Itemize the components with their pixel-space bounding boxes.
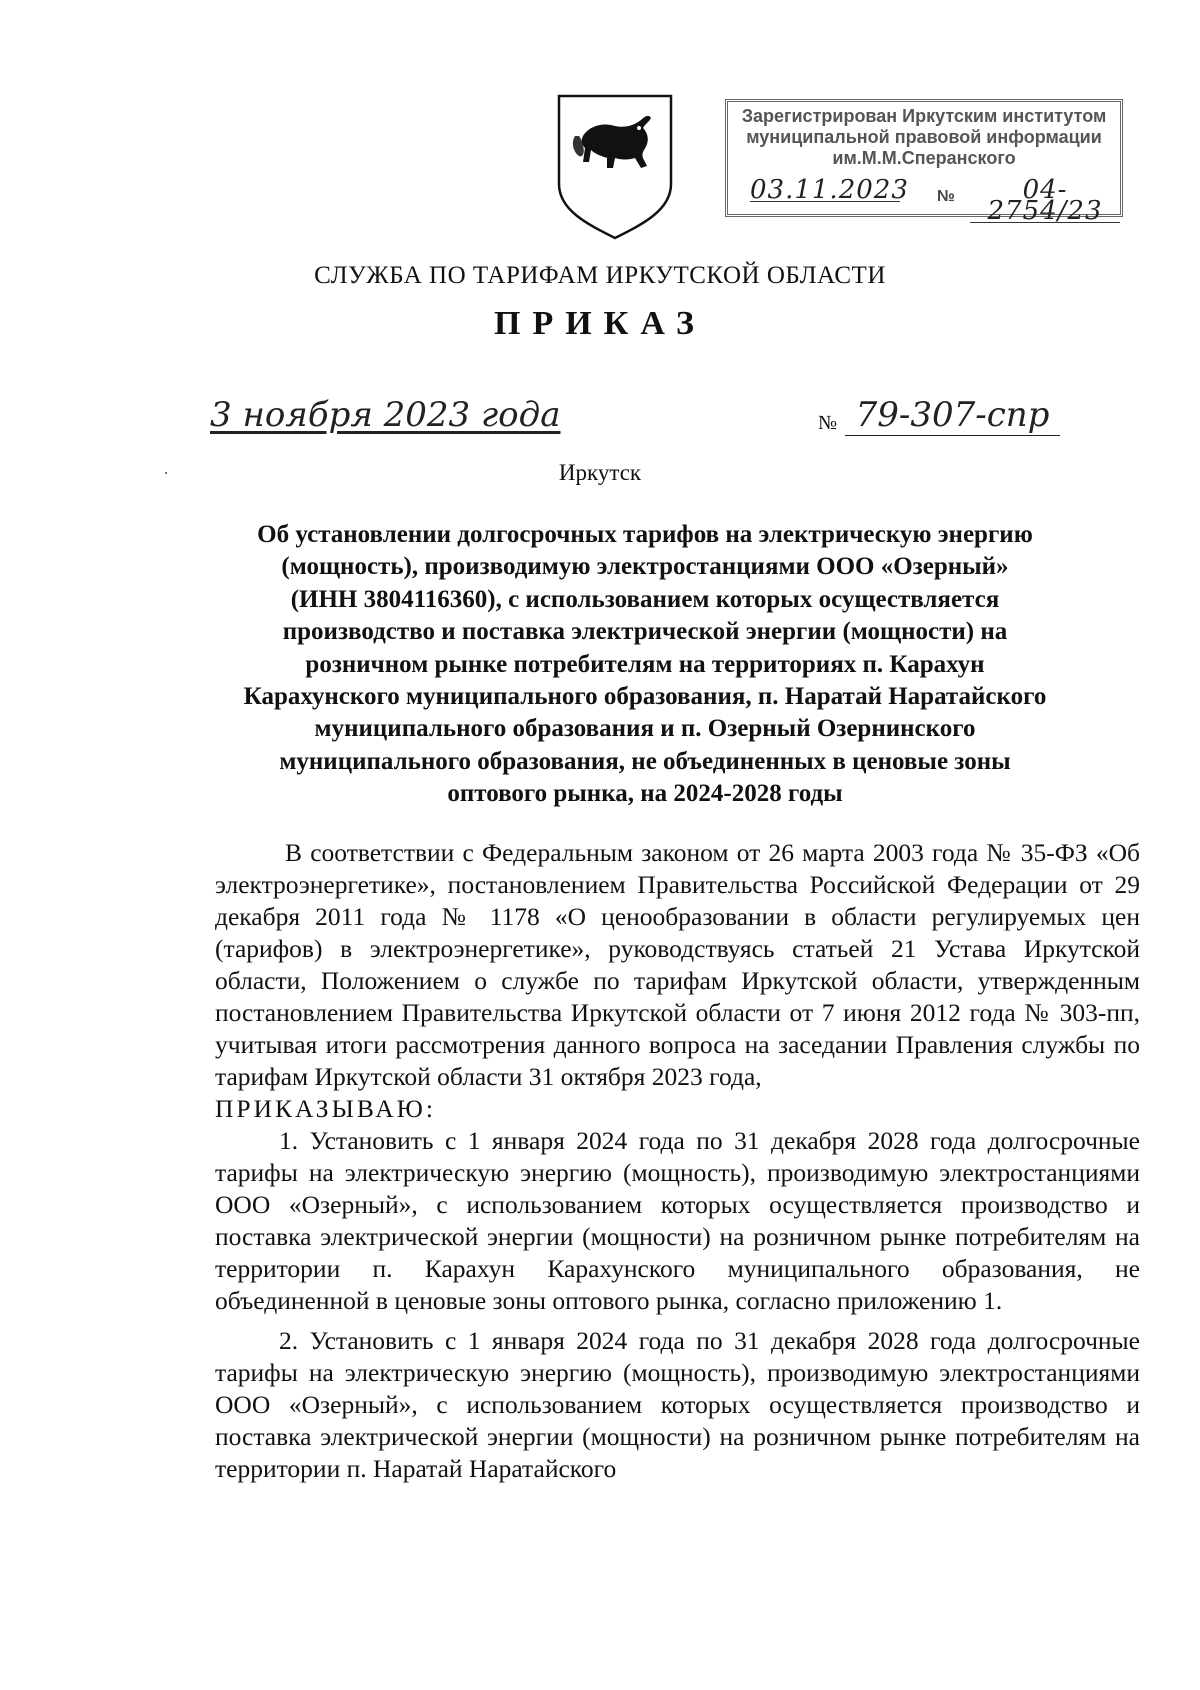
heading-line: оптового рынка, на 2024-2028 годы (447, 780, 843, 808)
heading-line: (ИНН 3804116360), с использованием которых осуществляется (290, 585, 1000, 613)
stamp-line-2: муниципальной правовой информации (746, 127, 1102, 147)
irkutsk-coat-of-arms-icon (555, 92, 675, 240)
heading-line: розничном рынке потребителям на территориях п. Карахун (305, 650, 985, 678)
document-body (215, 837, 1140, 1485)
order-item-2: 2. Установить с 1 января 2024 года по 31 декабря 2028 года долгосрочные тарифы на электрическую энергию (мощность), производимую электростанциями ООО «Озерный», с использованием которых осуществляется производство и поставка электрической энергии (мощности) на розничном рынке потребителям на территории п. Наратай Наратайского (215, 1326, 1140, 1483)
preamble-paragraph: В соответствии с Федеральным законом от 26 марта 2003 года № 35-ФЗ «Об электроэнергетике», постановлением Правительства Российской Федерации от 29 декабря 2011 года № 1178 «О ценообразовании в области регулируемых цен (тарифов) в электроэнергетике», руководствуясь статьей 21 Устава Иркутской области, Положением о службе по тарифам Иркутской области, утвержденным постановлением Правительства Иркутской области от 7 июня 2012 года № 303-пп, учитывая итоги рассмотрения данного вопроса на заседании Правления службы по тарифам Иркутской области 31 октября 2023 года, (215, 838, 1140, 1091)
stamp-date: 03.11.2023 (750, 175, 909, 205)
stamp-number: 04-2754/23 (970, 180, 1120, 223)
document-heading (195, 519, 1095, 811)
order-number: 79-307-спр (845, 395, 1060, 436)
heading-line: производство и поставка электрической энергии (мощности) на (282, 618, 1008, 646)
heading-line: муниципального образования, не объединенных в ценовые зоны (279, 747, 1011, 775)
agency-name: СЛУЖБА ПО ТАРИФАМ ИРКУТСКОЙ ОБЛАСТИ (314, 262, 886, 289)
order-number-label: № (818, 412, 838, 434)
document-type: ПРИКАЗ (494, 305, 706, 342)
registration-stamp (725, 99, 1123, 226)
order-word: ПРИКАЗЫВАЮ: (215, 1094, 436, 1123)
order-date: 3 ноября 2023 года (210, 395, 561, 435)
stamp-line-1: Зарегистрирован Иркутским институтом (741, 106, 1107, 126)
heading-line: муниципального образования и п. Озерный Озернинского (314, 715, 976, 743)
stamp-line-3: им.М.М.Сперанского (832, 148, 1016, 168)
stamp-number-label: № (937, 188, 955, 205)
heading-line: Об установлении долгосрочных тарифов на электрическую энергию (257, 521, 1033, 548)
heading-line: Карахунского муниципального образования, п. Наратай Наратайского (243, 683, 1047, 711)
city: Иркутск (558, 460, 642, 485)
heading-line: (мощность), производимую электростанциями ООО «Озерный» (281, 553, 1009, 581)
order-item-1: 1. Установить с 1 января 2024 года по 31 декабря 2028 года долгосрочные тарифы на электрическую энергию (мощность), производимую электростанциями ООО «Озерный», с использованием которых осуществляется производство и поставка электрической энергии (мощности) на розничном рынке потребителям на территории п. Карахун Карахунского муниципального образования, не объединенной в ценовые зоны оптового рынка, согласно приложению 1. (215, 1126, 1140, 1315)
